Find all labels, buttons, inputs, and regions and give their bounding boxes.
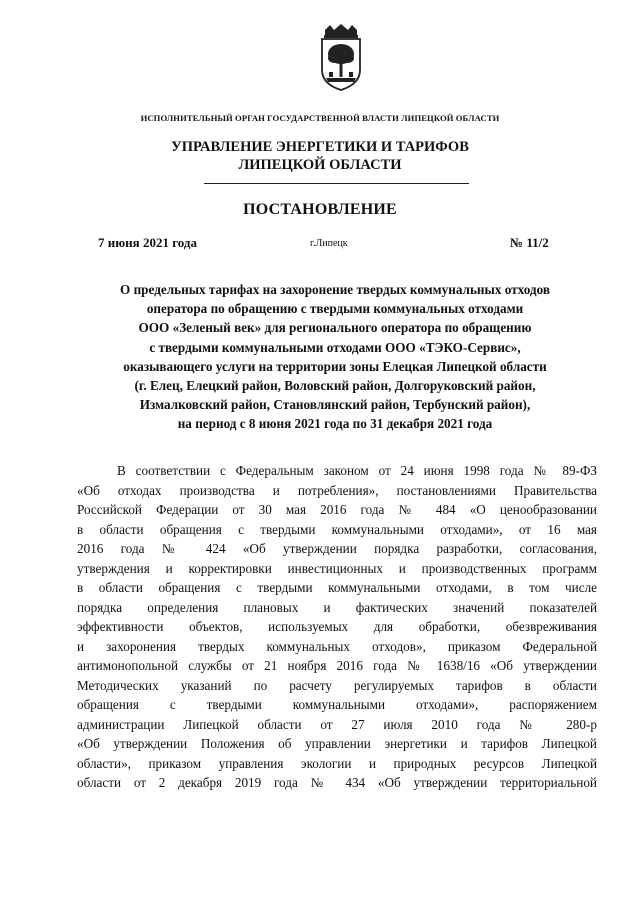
document-city: г.Липецк [310,238,348,249]
body-line: и захоронения твердых коммунальных отходов», приказом Федеральной [77,638,597,654]
document-title [72,280,598,434]
body-line: в области обращения с твердыми коммунальными отходами», от 16 мая [77,521,597,537]
issuing-authority: ИСПОЛНИТЕЛЬНЫЙ ОРГАН ГОСУДАРСТВЕННОЙ ВЛАСТИ ЛИПЕЦКОЙ ОБЛАСТИ [140,113,500,123]
title-line: О предельных тарифах на захоронение твердых коммунальных отходов [120,282,550,297]
title-line: (г. Елец, Елецкий район, Воловский район, Долгоруковский район, [134,378,536,394]
body-line: Российской Федерации от 30 мая 2016 года № 484 «О ценообразовании [77,502,597,517]
body-line: в области обращения с твердыми коммунальными отходами, в том числе [77,580,597,595]
coat-of-arms-icon [316,24,366,92]
body-line: Методических указаний по расчету регулируемых тарифов в области [77,677,597,693]
body-line: «Об отходах производства и потребления», постановлениями Правительства [77,482,597,498]
body-line: В соответствии с Федеральным законом от 24 июня 1998 года № 89-ФЗ [117,463,597,478]
body-line: «Об утверждении Положения об управлении энергетики и тарифов Липецкой [77,736,597,751]
title-line: оператора по обращению с твердыми коммунальных отходами [146,301,524,317]
body-paragraph [77,461,597,793]
document-type: ПОСТАНОВЛЕНИЕ [243,201,397,218]
title-line: оказывающего услуги на территории зоны Елецкая Липецкой области [123,358,547,374]
title-line: Измалковский район, Становлянский район, Тербунский район), [139,397,531,413]
body-line: 2016 года № 424 «Об утверждении порядка разработки, согласования, [77,541,597,556]
header-divider [204,183,469,184]
document-number: № 11/2 [510,235,549,250]
body-line: обращения с твердыми коммунальными отходами», распоряжением [77,697,597,712]
department-line-2: ЛИПЕЦКОЙ ОБЛАСТИ [238,157,402,173]
body-line: области от 2 декабря 2019 года № 434 «Об утверждении территориальной [77,775,597,790]
department-name [0,138,640,174]
department-line-1: УПРАВЛЕНИЕ ЭНЕРГЕТИКИ И ТАРИФОВ [171,139,469,155]
title-line: на период с 8 июня 2021 года по 31 декабря 2021 года [177,416,493,432]
title-line: ООО «Зеленый век» для регионального оператора по обращению [138,320,532,336]
body-line: антимонопольной службы от 21 ноября 2016 года № 1638/16 «Об утверждении [77,658,597,673]
body-line: порядка определения плановых и фактических значений показателей [77,599,597,615]
body-line: эффективности объектов, используемых для обработки, обезвреживания [77,619,597,634]
body-line: администрации Липецкой области от 27 июля 2010 года № 280-р [77,716,597,732]
document-date: 7 июня 2021 года [98,235,197,250]
body-line: области», приказом управления экологии и природных ресурсов Липецкой [77,755,597,771]
body-line: утверждения и корректировки инвестиционных и производственных программ [77,560,597,576]
title-line: с твердыми коммунальными отходами ООО «ТЭКО-Сервис», [149,339,521,355]
